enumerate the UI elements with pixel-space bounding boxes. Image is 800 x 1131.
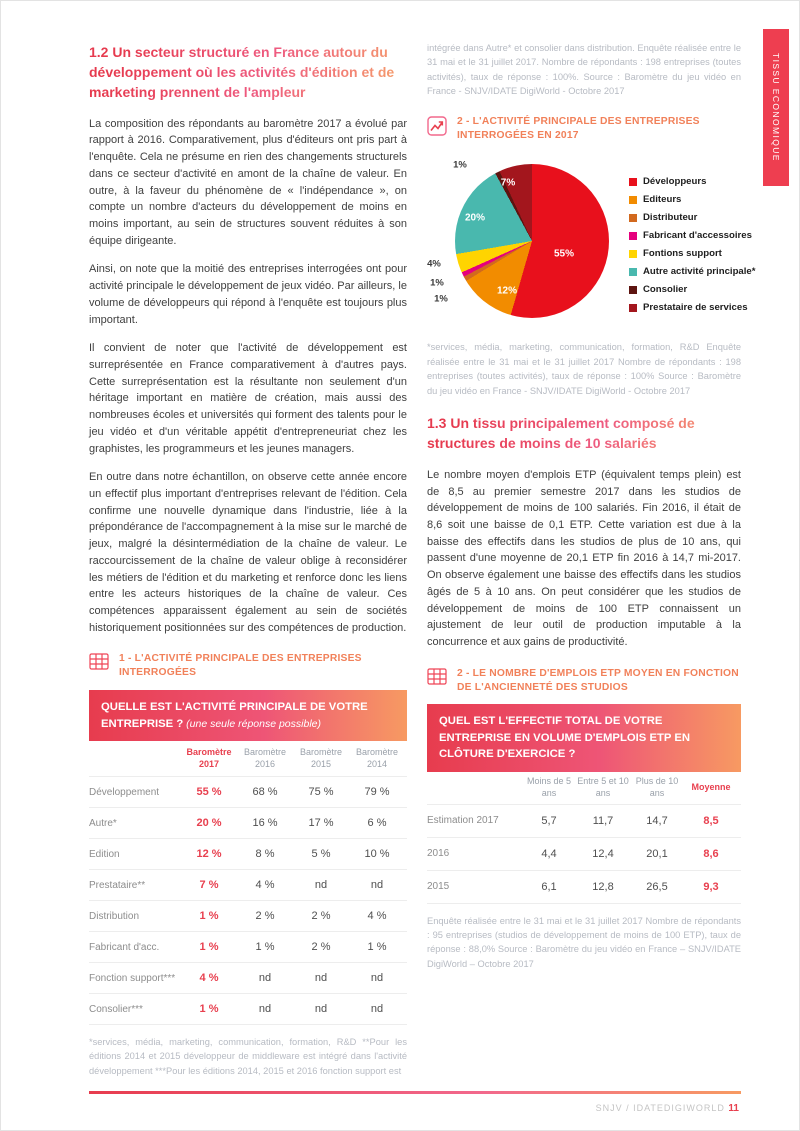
row-label: Développement bbox=[89, 786, 160, 798]
table-cell: 9,3 bbox=[703, 880, 719, 893]
table-cell: 4,4 bbox=[541, 847, 557, 860]
table2-header-row bbox=[427, 772, 741, 805]
row-label: 2015 bbox=[427, 881, 450, 893]
chart-footnote: *services, média, marketing, communication, formation, R&D Enquête réalisée entre le 31 mai et le 31 juillet 2017 Nombre de répondants : 198 entreprises (toutes activités), taux de réponse : 100% Source : Baromètre du jeu vidéo en France - SNJV/IDATE DigiWorld - Octobre 2017 bbox=[427, 342, 741, 396]
footer-brand: SNJV / IDATEDIGIWORLD bbox=[595, 1103, 725, 1113]
table-cell: 10 % bbox=[364, 848, 390, 860]
legend-label: Développeurs bbox=[643, 176, 707, 188]
table-cell: 26,5 bbox=[646, 880, 668, 893]
legend-item bbox=[629, 284, 756, 295]
table-cell: nd bbox=[370, 879, 384, 891]
table-cell: 4 % bbox=[367, 910, 387, 922]
column-header: Baromètre 2015 bbox=[299, 746, 343, 769]
table-cell: 4 % bbox=[255, 879, 275, 891]
table-cell: 12 % bbox=[196, 848, 222, 860]
continuation-note: intégrée dans Autre* et consolier dans distribution. Enquête réalisée entre le 31 mai et le 31 juillet 2017. Nombre de répondants : 198 entreprises (toutes activités), taux de réponse : 100%. Source : Baromètre du jeu vidéo en France - SNJV/IDATE DigiWorld - Octobre 2017 bbox=[427, 43, 741, 97]
table-row bbox=[427, 838, 741, 871]
table-cell: nd bbox=[258, 1003, 272, 1015]
table-cell: 11,7 bbox=[592, 814, 614, 827]
legend-item bbox=[629, 248, 756, 259]
row-label: Consolier*** bbox=[89, 1003, 143, 1015]
body-paragraph: La composition des répondants au baromètre 2017 a évolué par rapport à 2016. Comparativement, plus d'éditeurs ont pris part à l'enquête. Cela ne présume en rien des changements structurels dans ce secteur d'activité en amont de la chaîne de valeur. En outre, à la faveur du phénomène de « l'indépendance », on compte un nombre d'acteurs du développement de moins en moins important, au sein de structures souvent réduites à son équipe dirigeante. bbox=[89, 117, 407, 247]
column-header: Entre 5 et 10 ans bbox=[577, 775, 629, 798]
legend-swatch bbox=[629, 286, 637, 294]
row-label: Autre* bbox=[89, 817, 117, 829]
caption-text: 2 - L'ACTIVITÉ PRINCIPALE DES ENTREPRISES INTERROGÉES EN 2017 bbox=[457, 115, 700, 141]
table-cell: 75 % bbox=[308, 786, 334, 798]
legend-label: Distributeur bbox=[643, 212, 698, 224]
legend-item bbox=[629, 212, 756, 223]
table2-question-band bbox=[427, 704, 741, 771]
table-cell: nd bbox=[258, 972, 272, 984]
row-label: Distribution bbox=[89, 910, 140, 922]
table-row bbox=[427, 871, 741, 904]
legend-label: Editeurs bbox=[643, 194, 682, 206]
table1-question-band bbox=[89, 690, 407, 741]
body-paragraph: Ainsi, on note que la moitié des entreprises interrogées ont pour activité principale le développement de jeux vidéo. Par ailleurs, le volume de développeurs qui répond à l'enquête est toujours plus important. bbox=[89, 263, 407, 326]
table-cell: 12,4 bbox=[592, 847, 614, 860]
legend-swatch bbox=[629, 268, 637, 276]
row-label: Prestataire** bbox=[89, 879, 146, 891]
table-cell: 7 % bbox=[199, 879, 219, 891]
table-row bbox=[89, 777, 407, 808]
pie-label: 12% bbox=[496, 285, 518, 297]
table-cell: 20 % bbox=[196, 817, 222, 829]
table-cell: nd bbox=[370, 972, 384, 984]
table-cell: 55 % bbox=[196, 786, 222, 798]
caption-text: 2 - LE NOMBRE D'EMPLOIS ETP MOYEN EN FONCTION DE L'ANCIENNETÉ DES STUDIOS bbox=[457, 667, 739, 693]
table-cell: nd bbox=[314, 972, 328, 984]
legend-label: Prestataire de services bbox=[643, 302, 748, 314]
table-cell: 1 % bbox=[255, 941, 275, 953]
table-cell: 1 % bbox=[367, 941, 387, 953]
table-cell: 12,8 bbox=[592, 880, 614, 893]
row-label: Edition bbox=[89, 848, 120, 860]
table-row bbox=[89, 901, 407, 932]
legend-swatch bbox=[629, 250, 637, 258]
row-label: Estimation 2017 bbox=[427, 815, 499, 827]
column-header: Moyenne bbox=[691, 781, 731, 792]
column-header: Baromètre 2017 bbox=[186, 746, 232, 769]
pie-chart-block bbox=[427, 152, 756, 334]
table1-footnote: *services, média, marketing, communication, formation, R&D **Pour les éditions 2014 et 2015 développeur de middleware est intégré dans l'activité développement ***Pour les éditions 2014, 2015 et 2016 fonction support est bbox=[89, 1037, 407, 1076]
table-cell: 8,5 bbox=[703, 814, 719, 827]
row-label: Fabricant d'acc. bbox=[89, 941, 160, 953]
table-cell: 5,7 bbox=[541, 814, 557, 827]
chart-legend bbox=[629, 176, 756, 320]
legend-item bbox=[629, 266, 756, 277]
legend-item bbox=[629, 302, 756, 313]
legend-label: Consolier bbox=[643, 284, 688, 296]
legend-swatch bbox=[629, 232, 637, 240]
table-cell: 8,6 bbox=[703, 847, 719, 860]
table-cell: 2 % bbox=[311, 910, 331, 922]
table-cell: nd bbox=[314, 879, 328, 891]
table-row bbox=[89, 963, 407, 994]
pie-label: 1% bbox=[430, 277, 444, 289]
table-cell: 20,1 bbox=[646, 847, 668, 860]
legend-label: Fabricant d'accessoires bbox=[643, 230, 752, 242]
table-cell: 6 % bbox=[367, 817, 387, 829]
table-cell: 79 % bbox=[364, 786, 390, 798]
pie-label: 1% bbox=[453, 159, 467, 171]
table-cell: 16 % bbox=[252, 817, 278, 829]
table-cell: 8 % bbox=[255, 848, 275, 860]
body-paragraph: Le nombre moyen d'emplois ETP (équivalent temps plein) est de 8,5 au premier semestre 2017 dans les studios de développement de moins de 100 salariés. Fin 2016, il était de 8,6 soit une baisse de 0,1 ETP. Cette variation est due à la baisse des effectifs dans les studios de plus de 10 ans, qui passent d'une moyenne de 20,1 ETP fin 2016 à 14,7 mi-2017. On observe également une baisse des effectifs dans les studios âgés de 5 à 10 ans. On peut considérer que les studios de développement de moins de 100 ETP connaissent un ajustement de leur outil de production imputable à la concurrence et aux gains de productivité. bbox=[427, 468, 741, 648]
table1-caption bbox=[89, 652, 407, 680]
table-icon bbox=[427, 667, 449, 690]
column-header: Moins de 5 ans bbox=[526, 775, 572, 798]
caption-text: 1 - L'ACTIVITÉ PRINCIPALE DES ENTREPRISES INTERROGÉES bbox=[119, 653, 362, 679]
legend-swatch bbox=[629, 214, 637, 222]
legend-label: Autre activité principale* bbox=[643, 266, 756, 278]
page-footer bbox=[596, 1103, 739, 1114]
chart-caption bbox=[427, 115, 741, 143]
table-row bbox=[89, 839, 407, 870]
table1-question-note: (une seule réponse possible) bbox=[183, 717, 321, 730]
pie-chart bbox=[455, 164, 609, 318]
table-cell: 5 % bbox=[311, 848, 331, 860]
column-header: Baromètre 2016 bbox=[243, 746, 287, 769]
table-row bbox=[427, 805, 741, 838]
table-row bbox=[89, 870, 407, 901]
table-cell: nd bbox=[370, 1003, 384, 1015]
section-heading-1-3: 1.3 Un tissu principalement composé de structures de moins de 10 salariés bbox=[427, 414, 741, 454]
pie-label: 1% bbox=[434, 293, 448, 305]
legend-label: Fontions support bbox=[643, 248, 722, 260]
table-cell: 2 % bbox=[255, 910, 275, 922]
table-cell: 2 % bbox=[311, 941, 331, 953]
legend-item bbox=[629, 230, 756, 241]
table-row bbox=[89, 994, 407, 1025]
column-header: Plus de 10 ans bbox=[635, 775, 679, 798]
table-cell: 6,1 bbox=[541, 880, 557, 893]
right-column bbox=[427, 41, 756, 971]
footer-page-number: 11 bbox=[728, 1103, 739, 1114]
table-cell: 14,7 bbox=[646, 814, 668, 827]
table2-caption bbox=[427, 667, 741, 695]
table-cell: 17 % bbox=[308, 817, 334, 829]
pie-label: 55% bbox=[553, 248, 575, 260]
legend-item bbox=[629, 194, 756, 205]
table-cell: 1 % bbox=[199, 910, 219, 922]
line-chart-icon bbox=[427, 115, 449, 141]
row-label: Fonction support*** bbox=[89, 972, 176, 984]
table2-question: QUEL EST L'EFFECTIF TOTAL DE VOTRE ENTREPRISE EN VOLUME D'EMPLOIS ETP EN CLÔTURE D'EXERCICE ? bbox=[439, 715, 691, 761]
left-column bbox=[89, 43, 407, 1078]
legend-swatch bbox=[629, 304, 637, 312]
row-label: 2016 bbox=[427, 848, 450, 860]
table-cell: 68 % bbox=[252, 786, 278, 798]
table-cell: 1 % bbox=[199, 1003, 219, 1015]
table-cell: nd bbox=[314, 1003, 328, 1015]
table-icon bbox=[89, 652, 111, 675]
body-paragraph: En outre dans notre échantillon, on observe cette année encore un effectif plus important d'entreprises relevant de l'édition. Cela confirme une nouvelle dynamique dans l'industrie, liée à la prépondérance de l'accompagnement à la mise sur le marché de jeux, malgré la désintermédiation de la chaîne de valeur. Le raccourcissement de la chaîne de valeur oblige à reconsidérer les métiers de l'édition et du marketing et renforce donc les liens entre les acteurs historiques de la chaîne de valeur. Ces compétences apparaissent également au sein de sociétés historiquement positionnées sur des compétences de production. bbox=[89, 471, 407, 634]
table1-header-row bbox=[89, 741, 407, 777]
legend-swatch bbox=[629, 178, 637, 186]
table-row bbox=[89, 932, 407, 963]
pie-label: 4% bbox=[427, 258, 441, 270]
table2-footnote: Enquête réalisée entre le 31 mai et le 31 juillet 2017 Nombre de répondants : 95 entreprises (studios de développement de moins de 100 ETP), taux de réponse : 88,0% Source : Baromètre du jeu vidéo en France – SNJV/IDATE DigiWorld – Octobre 2017 bbox=[427, 915, 741, 969]
section-tab: TISSU ECONOMIQUE bbox=[763, 29, 789, 186]
column-header: Baromètre 2014 bbox=[355, 746, 399, 769]
table1-question: QUELLE EST L'ACTIVITÉ PRINCIPALE DE VOTRE ENTREPRISE ? bbox=[101, 701, 368, 730]
legend-item bbox=[629, 176, 756, 187]
table-cell: 4 % bbox=[199, 972, 219, 984]
footer-rule bbox=[89, 1091, 741, 1094]
table-cell: 1 % bbox=[199, 941, 219, 953]
pie-label: 7% bbox=[500, 177, 516, 189]
legend-swatch bbox=[629, 196, 637, 204]
section-heading-1-2: 1.2 Un secteur structuré en France autour du développement où les activités d'édition et de marketing prennent de l'ampleur bbox=[89, 43, 407, 103]
pie-label: 20% bbox=[464, 212, 486, 224]
body-paragraph: Il convient de noter que l'activité de développement est surreprésentée en France comparativement à d'autres pays. Cette surreprésentation est la résultante non seulement d'un héritage important en matière de création, mais aussi des nombreuses écoles et universités qui forment des talents pour le jeu vidéo et d'un véritable appétit d'entrepreneuriat chez les graphistes, les programmeurs et les jeunes managers. bbox=[89, 342, 407, 455]
table-row bbox=[89, 808, 407, 839]
